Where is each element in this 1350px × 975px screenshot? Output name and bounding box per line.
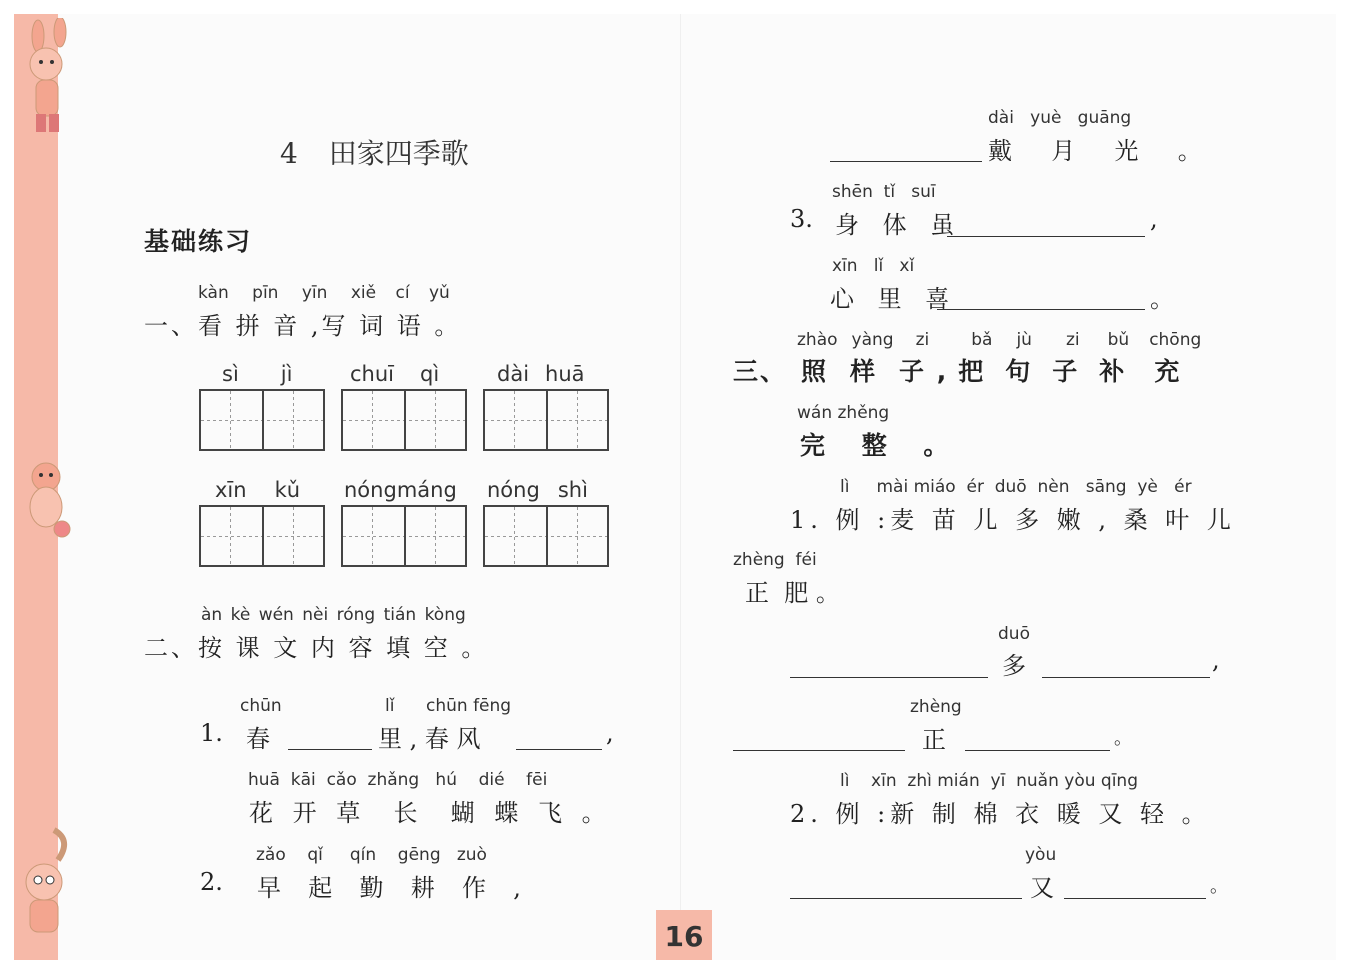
fill-blank[interactable]: [790, 677, 988, 678]
ex1-pinyin: lì mài miáo ér duō nèn sāng yè ér: [840, 477, 1192, 497]
squirrel-illustration: [16, 455, 76, 545]
item3-line2: 心 里 喜: [830, 285, 958, 313]
page-fold: [680, 14, 681, 960]
writing-grid[interactable]: [199, 389, 325, 451]
q2-item2-number: 2.: [200, 868, 223, 896]
item3-end1: ,: [1150, 205, 1158, 233]
fill-blank[interactable]: [288, 749, 372, 750]
q2-item1-text: 里 , 春 风: [378, 725, 481, 753]
tiger-illustration: [14, 820, 74, 940]
ex2-text: 2. 例 :新 制 棉 衣 暖 又 轻 。: [790, 800, 1211, 828]
top-pinyin: dài yuè guāng: [988, 108, 1132, 128]
you-period: 。: [1210, 876, 1228, 897]
q2-item1-line2: 花 开 草 长 蝴 蝶 飞 。: [249, 799, 612, 827]
writing-grid[interactable]: [341, 505, 467, 567]
zheng-period: 。: [1114, 728, 1132, 749]
grid-pinyin-4: xīn kǔ: [215, 478, 301, 502]
lesson-title-text: 田家四季歌: [328, 137, 469, 170]
writing-grid[interactable]: [341, 389, 467, 451]
q2-label: 二、按 课 文 内 容 填 空 。: [144, 634, 489, 662]
grid-pinyin-2: chuī qì: [350, 362, 440, 386]
q3-label: 三、 照 样 子 , 把 句 子 补 充: [733, 357, 1182, 386]
q2-item2-text: 早 起 勤 耕 作 ,: [257, 874, 525, 902]
grid-pinyin-3: dài huā: [497, 362, 585, 386]
writing-grid[interactable]: [199, 505, 325, 567]
fill-blank[interactable]: [947, 236, 1145, 237]
q2-pinyin: àn kè wén nèi róng tián kòng: [201, 605, 466, 625]
lesson-number: 4: [280, 137, 298, 170]
q2-item1-pinyin-c: chūn fēng: [426, 696, 512, 716]
fill-blank[interactable]: [516, 749, 602, 750]
item3-end2: 。: [1150, 285, 1174, 313]
q2-item1-pinyin-a: chūn: [240, 696, 282, 716]
duo-comma: ,: [1212, 646, 1220, 674]
duo-pinyin: duō: [998, 624, 1030, 644]
basic-practice-heading: 基础练习: [144, 227, 253, 256]
q3-label-2: 完 整 。: [800, 431, 963, 460]
item3-pinyin-1: shēn tǐ suī: [832, 182, 936, 202]
q2-item1-char: 春: [246, 725, 270, 753]
q1-pinyin: kàn pīn yīn xiě cí yǔ: [198, 283, 450, 303]
q3-pinyin: zhào yàng zi bǎ jù zi bǔ chōng: [797, 330, 1202, 350]
ex2-pinyin: lì xīn zhì mián yī nuǎn yòu qīng: [840, 771, 1138, 791]
q2-item1-end: ,: [606, 719, 614, 747]
ex1-text-2: 正 肥 。: [745, 579, 840, 607]
grid-pinyin-5: nóngmáng: [344, 478, 457, 502]
writing-grid[interactable]: [483, 389, 609, 451]
you-pinyin: yòu: [1025, 845, 1057, 865]
fill-blank[interactable]: [1042, 677, 1210, 678]
grid-pinyin-1: sì jì: [222, 362, 293, 386]
lesson-title: [280, 132, 469, 172]
q1-label: 一、看 拼 音 ,写 词 语 。: [144, 312, 462, 340]
q2-item2-pinyin: zǎo qǐ qín gēng zuò: [256, 845, 487, 865]
fill-blank[interactable]: [830, 161, 982, 162]
item3-line1: 身 体 虽: [835, 211, 963, 239]
grid-pinyin-6: nóng shì: [487, 478, 588, 502]
fill-blank[interactable]: [1064, 898, 1206, 899]
page-number: 16: [656, 910, 712, 960]
fill-blank[interactable]: [937, 309, 1145, 310]
item3-pinyin-2: xīn lǐ xǐ: [832, 256, 915, 276]
top-line: 戴 月 光 。: [988, 137, 1210, 165]
writing-grid[interactable]: [483, 505, 609, 567]
fill-blank[interactable]: [965, 750, 1110, 751]
q3-pinyin-2: wán zhěng: [797, 403, 890, 423]
zheng-char: 正: [922, 726, 946, 754]
duo-char: 多: [1002, 652, 1026, 680]
q2-item1-pinyin-2: huā kāi cǎo zhǎng hú dié fēi: [248, 770, 548, 790]
zheng-pinyin: zhèng: [910, 697, 962, 717]
ex1-text: 1. 例 :麦 苗 儿 多 嫩 , 桑 叶 儿: [790, 506, 1236, 534]
fill-blank[interactable]: [733, 750, 905, 751]
q2-item1-pinyin-b: lǐ: [385, 696, 395, 716]
item3-number: 3.: [790, 205, 813, 233]
you-char: 又: [1030, 874, 1054, 902]
rabbit-illustration: [16, 18, 80, 138]
fill-blank[interactable]: [790, 898, 1022, 899]
ex1-pinyin-2: zhèng féi: [733, 550, 817, 570]
q2-item1-number: 1.: [200, 719, 223, 747]
